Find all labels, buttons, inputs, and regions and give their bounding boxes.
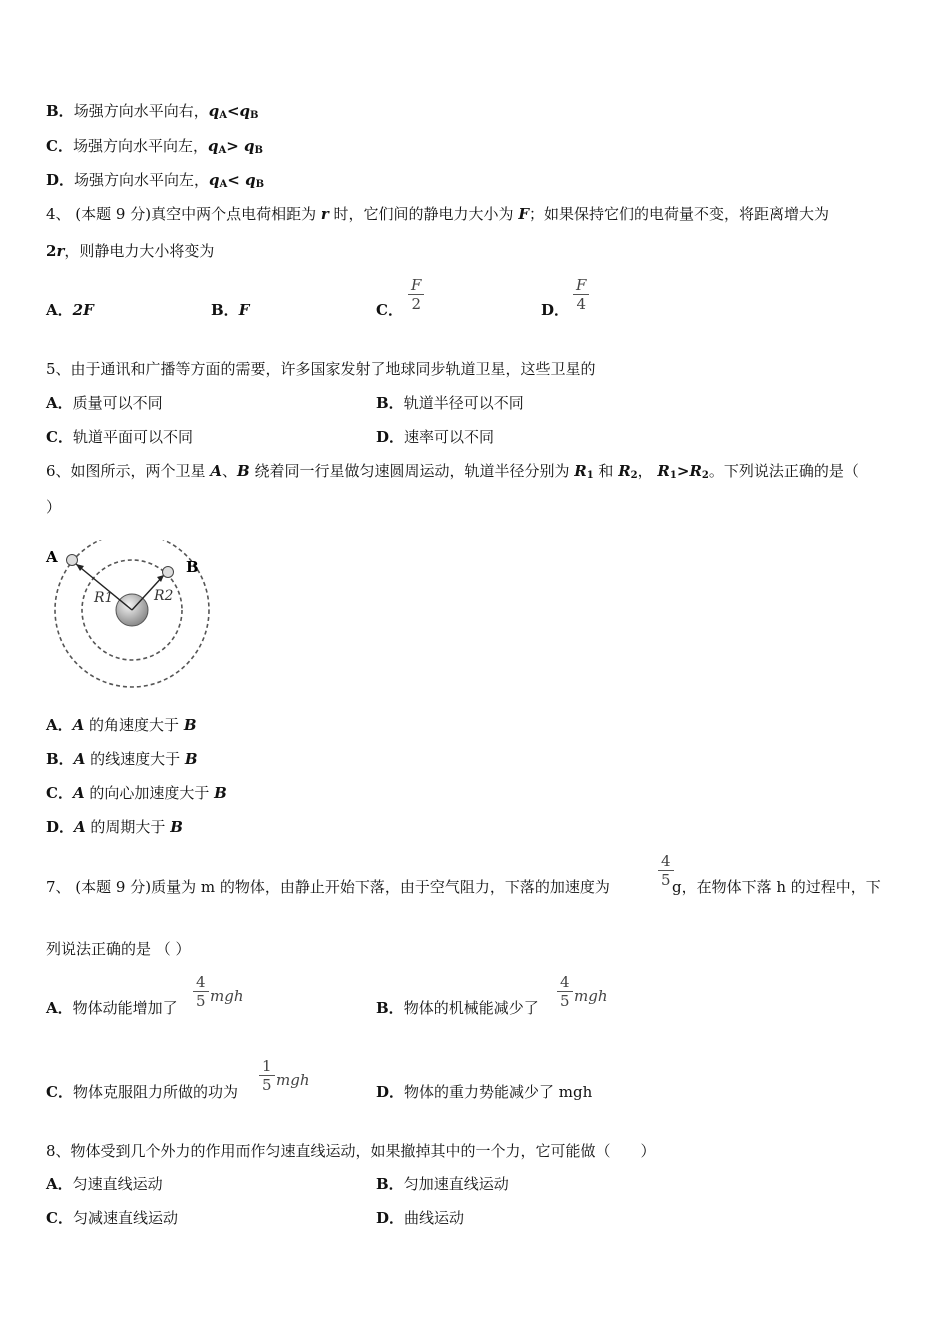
q7-option-a-fraction: 4 5 xyxy=(193,973,209,1010)
q4-option-c: C． xyxy=(376,301,403,319)
label-b: B xyxy=(186,558,199,576)
label-a: A xyxy=(46,548,58,566)
q5-option-c: C．轨道平面可以不同 xyxy=(46,428,193,446)
q4-stem: 4、 (本题 9 分)真空中两个点电荷相距为 r 时，它们间的静电力大小为 F；如果保持它们的电荷量不变，将距离增大为 xyxy=(46,205,829,223)
q7-option-b: B．物体的机械能减少了 xyxy=(376,999,539,1017)
q3-option-d: D．场强方向水平向左，$q_A< q_B$ xyxy=(46,171,265,190)
q5-option-b: B．轨道半径可以不同 xyxy=(376,394,524,412)
q5-stem: 5、由于通讯和广播等方面的需要，许多国家发射了地球同步轨道卫星，这些卫星的 xyxy=(46,360,596,378)
orbit-figure xyxy=(42,540,222,695)
q5-option-a: A．质量可以不同 xyxy=(46,394,163,412)
q8-option-a: A．匀速直线运动 xyxy=(46,1175,163,1193)
q7-option-b-mgh: mgh xyxy=(574,987,608,1005)
label-r1: R1 xyxy=(94,590,114,606)
q7-stem-line2: 列说法正确的是 （ ） xyxy=(46,940,191,958)
q8-option-d: D．曲线运动 xyxy=(376,1209,465,1227)
q4-option-a: A．2F xyxy=(46,301,94,319)
q4-option-c-fraction: F 2 xyxy=(408,276,424,313)
q7-option-c-fraction: 1 5 xyxy=(259,1057,275,1094)
q3-option-c: C．场强方向水平向左，$q_A> q_B$ xyxy=(46,137,263,156)
q7-option-d: D．物体的重力势能减少了 mgh xyxy=(376,1083,593,1101)
q7-option-b-fraction: 4 5 xyxy=(557,973,573,1010)
q8-stem: 8、物体受到几个外力的作用而作匀速直线运动，如果撤掉其中的一个力，它可能做（ ） xyxy=(46,1142,656,1160)
q7-option-c-mgh: mgh xyxy=(276,1071,310,1089)
q6-option-c: C．A 的向心加速度大于 B xyxy=(46,784,227,802)
satellite-b xyxy=(163,567,174,578)
q6-option-a: A．A 的角速度大于 B xyxy=(46,716,197,734)
q6-stem: 6、如图所示，两个卫星 A、B 绕着同一行星做匀速圆周运动，轨道半径分别为 $R_1$ 和 $R_2$， $R_1>R_2$。下列说法正确的是（ xyxy=(46,462,859,481)
q7-stem: 7、 (本题 9 分)质量为 m 的物体，由静止开始下落，由于空气阻力，下落的加速度为 xyxy=(46,878,610,896)
satellite-a xyxy=(67,555,78,566)
q4-option-d: D． xyxy=(541,301,570,319)
q3-option-b: B．场强方向水平向右，$q_A<q_B$ xyxy=(46,102,259,121)
q8-option-c: C．匀减速直线运动 xyxy=(46,1209,178,1227)
q4-option-b: B．F xyxy=(211,301,250,319)
q4-stem-line2: 2r，则静电力大小将变为 xyxy=(46,242,215,260)
q7-option-c: C．物体克服阻力所做的功为 xyxy=(46,1083,238,1101)
q6-option-b: B．A 的线速度大于 B xyxy=(46,750,198,768)
q4-option-d-fraction: F 4 xyxy=(573,276,589,313)
q6-stem-line2: ） xyxy=(46,498,62,516)
q7-stem-fraction: 4 5 xyxy=(658,852,674,889)
q7-stem-tail: g，在物体下落 h 的过程中，下 xyxy=(672,878,881,896)
q6-option-d: D．A 的周期大于 B xyxy=(46,818,183,836)
q7-option-a-mgh: mgh xyxy=(210,987,244,1005)
q8-option-b: B．匀加速直线运动 xyxy=(376,1175,509,1193)
q7-option-a: A．物体动能增加了 xyxy=(46,999,178,1017)
q5-option-d: D．速率可以不同 xyxy=(376,428,495,446)
label-r2: R2 xyxy=(154,588,174,604)
